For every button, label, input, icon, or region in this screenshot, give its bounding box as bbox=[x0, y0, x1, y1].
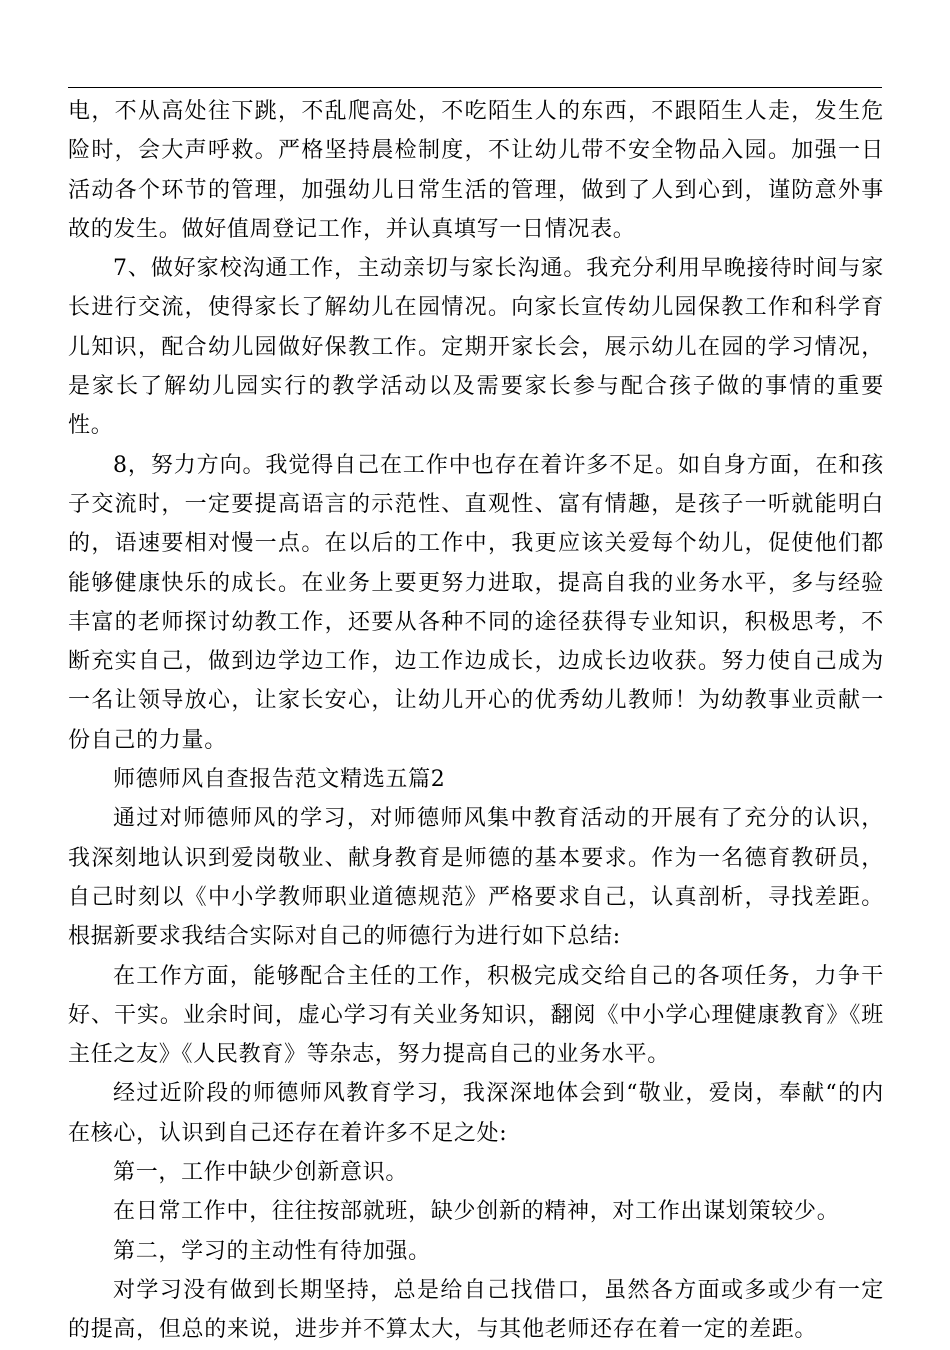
section-heading: 师德师风自查报告范文精选五篇2 bbox=[113, 767, 446, 793]
paragraph-safety-education: 电，不从高处往下跳，不乱爬高处，不吃陌生人的东西，不跟陌生人走，发生危险时，会大声呼救。严格坚持晨检制度，不让幼儿带不安全物品入园。加强一日活动各个环节的管理，加强幼儿日常生活的管理，做到了人到心到，谨防意外事故的发生。做好值周登记工作，并认真填写一日情况表。 bbox=[68, 99, 884, 242]
list-item-second-heading: 第二，学习的主动性有待加强。 bbox=[113, 1238, 431, 1264]
list-item-first-detail: 在日常工作中，往往按部就班，缺少创新的精神，对工作出谋划策较少。 bbox=[113, 1199, 840, 1225]
list-item-second-detail: 对学习没有做到长期坚持，总是给自己找借口，虽然各方面或多或少有一定的提高，但总的来说，进步并不算太大，与其他老师还存在着一定的差距。 bbox=[68, 1277, 884, 1343]
paragraph-introduction: 通过对师德师风的学习，对师德师风集中教育活动的开展有了充分的认识，我深刻地认识到爱岗敬业、献身教育是师德的基本要求。作为一名德育教研员，自己时刻以《中小学教师职业道德规范》严格要求自己，认真剖析，寻找差距。根据新要求我结合实际对自己的师德行为进行如下总结: bbox=[68, 806, 884, 950]
list-item-first-heading: 第一，工作中缺少创新意识。 bbox=[113, 1160, 409, 1186]
paragraph-work-aspect: 在工作方面，能够配合主任的工作，积极完成交给自己的各项任务，力争干好、干实。业余时间，虚心学习有关业务知识，翻阅《中小学心理健康教育》《班主任之友》《人民教育》等杂志，努力提高自己的业务水平。 bbox=[68, 963, 884, 1068]
paragraph-reflection: 经过近阶段的师德师风教育学习，我深深地体会到“敬业，爱岗，奉献“的内在核心，认识到自己还存在着许多不足之处: bbox=[68, 1081, 884, 1146]
document-body bbox=[68, 92, 884, 1350]
paragraph-improvement-direction: 8，努力方向。我觉得自己在工作中也存在着许多不足。如自身方面，在和孩子交流时，一定要提高语言的示范性、直观性、富有情趣，是孩子一听就能明白的，语速要相对慢一点。在以后的工作中，我更应该关爱每个幼儿，促使他们都能够健康快乐的成长。在业务上要更努力进取，提高自我的业务水平，多与经验丰富的老师探讨幼教工作，还要从各种不同的途径获得专业知识，积极思考，不断充实自己，做到边学边工作，边工作边成长，边成长边收获。努力使自己成为一名让领导放心，让家长安心，让幼儿开心的优秀幼儿教师！为幼教事业贡献一份自己的力量。 bbox=[68, 452, 884, 753]
header-rule bbox=[68, 87, 882, 88]
paragraph-home-school-communication: 7、做好家校沟通工作，主动亲切与家长沟通。我充分利用早晚接待时间与家长进行交流，使得家长了解幼儿在园情况。向家长宣传幼儿园保教工作和科学育儿知识，配合幼儿园做好保教工作。定期开家长会，展示幼儿在园的学习情况，是家长了解幼儿园实行的教学活动以及需要家长参与配合孩子做的事情的重要性。 bbox=[68, 256, 884, 439]
